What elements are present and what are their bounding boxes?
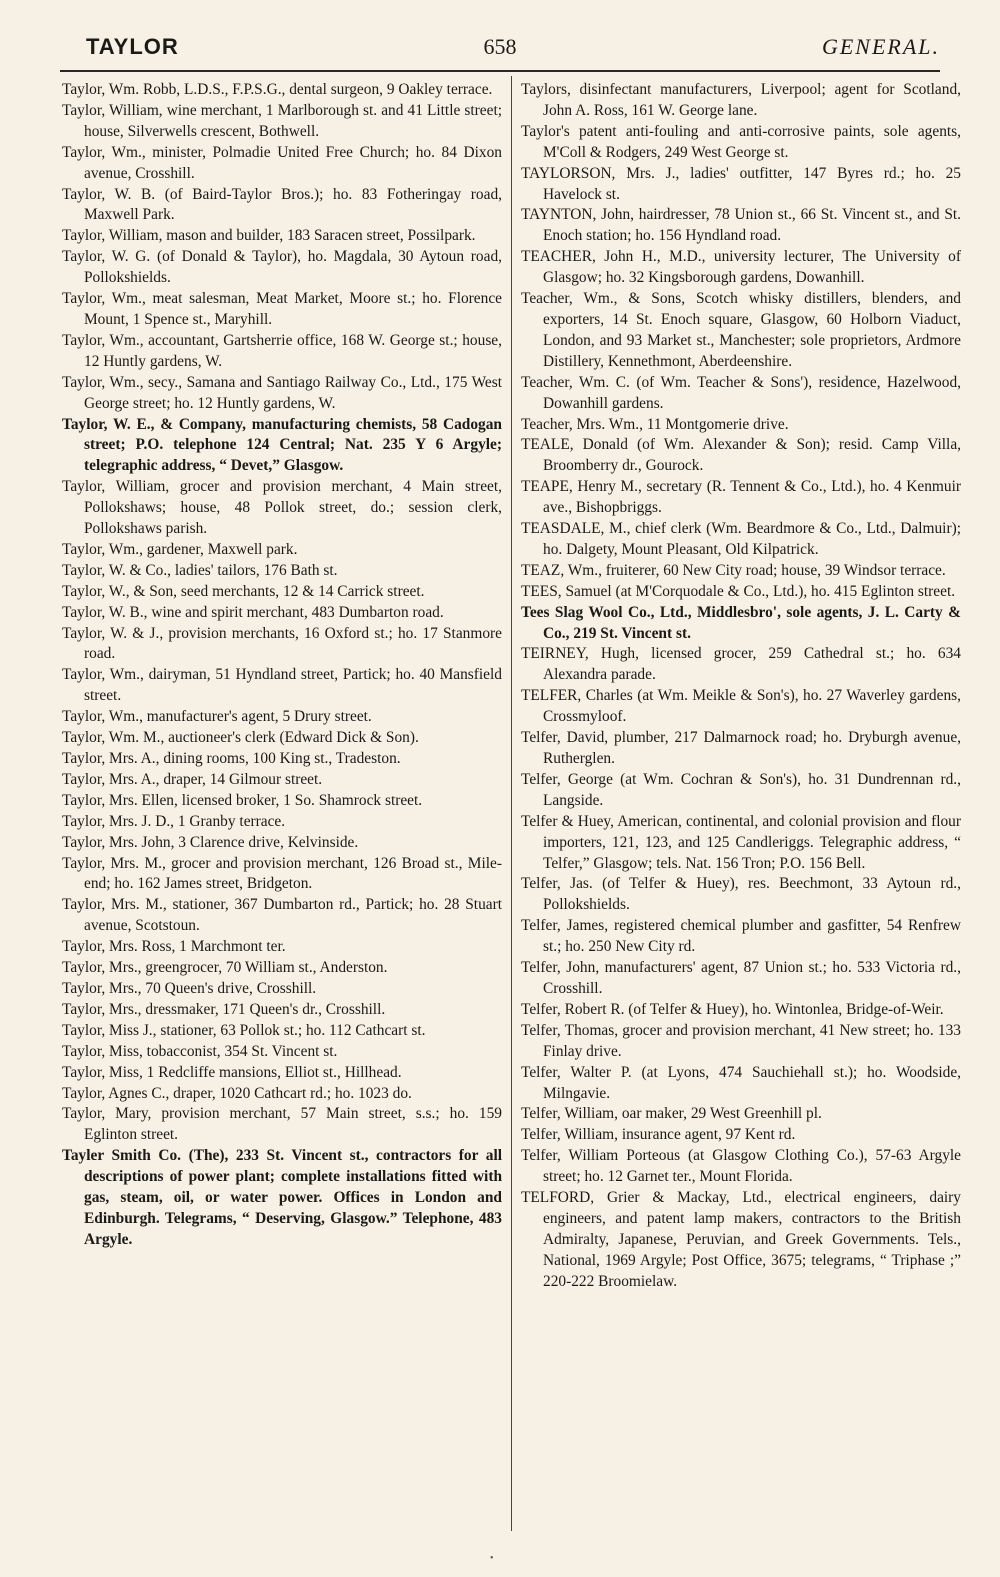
directory-entry: Taylor, Miss, 1 Redcliffe mansions, Elliot st., Hillhead. <box>62 1063 402 1081</box>
left-column <box>62 80 502 1251</box>
directory-entry: Teacher, Wm. C. (of Wm. Teacher & Sons'), residence, Hazelwood, Dowanhill gardens. <box>521 373 961 412</box>
directory-entry: Taylor, William, wine merchant, 1 Marlborough st. and 41 Little street; house, Silverwells crescent, Bothwell. <box>62 101 502 140</box>
directory-entry: Taylor, Wm., minister, Polmadie United Free Church; ho. 84 Dixon avenue, Crosshill. <box>62 143 502 182</box>
directory-entry: Taylor, W. B. (of Baird-Taylor Bros.); ho. 83 Fotheringay road, Maxwell Park. <box>62 185 502 224</box>
directory-entry: Teacher, Mrs. Wm., 11 Montgomerie drive. <box>521 415 789 433</box>
directory-entry: Taylor, Mrs., 70 Queen's drive, Crosshill. <box>62 979 317 997</box>
directory-entry: Taylor, Wm., meat salesman, Meat Market, Moore st.; ho. Florence Mount, 1 Spence st., Maryhill. <box>62 290 502 328</box>
running-head-section: GENERAL. <box>821 34 940 59</box>
directory-entry: Taylor, W. E., & Company, manufacturing chemists, 58 Cadogan street; P.O. telephone 124 Central; Nat. 235 Y 6 Argyle; telegraphic address, “ Devet,” Glasgow. <box>62 415 502 475</box>
directory-entry: Taylor, Mrs. A., draper, 14 Gilmour street. <box>62 770 323 788</box>
directory-entry: Telfer, Jas. (of Telfer & Huey), res. Beechmont, 33 Aytoun rd., Pollokshields. <box>521 875 961 914</box>
directory-entry: TEAPE, Henry M., secretary (R. Tennent & Co., Ltd.), ho. 4 Kenmuir ave., Bishopbriggs. <box>521 478 961 517</box>
directory-entry: Taylor's patent anti-fouling and anti-corrosive paints, sole agents, M'Coll & Rodgers, 249 West George st. <box>521 122 961 161</box>
directory-entry: TEIRNEY, Hugh, licensed grocer, 259 Cathedral st.; ho. 634 Alexandra parade. <box>521 645 961 684</box>
directory-entry: Taylor, Mrs. J. D., 1 Granby terrace. <box>62 812 286 830</box>
directory-entry: Taylor, W. & Co., ladies' tailors, 176 Bath st. <box>62 561 338 579</box>
directory-entry: Taylor, Wm., dairyman, 51 Hyndland street, Partick; ho. 40 Mansfield street. <box>62 666 502 705</box>
directory-entry: Taylor, Mrs., greengrocer, 70 William st., Anderston. <box>62 959 388 977</box>
directory-entry: TEASDALE, M., chief clerk (Wm. Beardmore & Co., Ltd., Dalmuir); ho. Dalgety, Mount Pleasant, Old Kilpatrick. <box>521 520 961 558</box>
directory-entry: Telfer, James, registered chemical plumber and gasfitter, 54 Renfrew st.; ho. 250 New City rd. <box>521 917 961 956</box>
directory-entry: Tees Slag Wool Co., Ltd., Middlesbro', sole agents, J. L. Carty & Co., 219 St. Vincent st. <box>521 603 961 642</box>
directory-entry: Telfer, Walter P. (at Lyons, 474 Sauchiehall st.); ho. Woodside, Milngavie. <box>521 1063 961 1102</box>
directory-entry: TELFER, Charles (at Wm. Meikle & Son's), ho. 27 Waverley gardens, Crossmyloof. <box>521 687 961 726</box>
directory-entry: Telfer, Thomas, grocer and provision merchant, 41 New street; ho. 133 Finlay drive. <box>521 1021 961 1060</box>
directory-entry: Taylor, W. & J., provision merchants, 16 Oxford st.; ho. 17 Stanmore road. <box>62 624 502 663</box>
directory-entry: Telfer, John, manufacturers' agent, 87 Union st.; ho. 533 Victoria rd., Crosshill. <box>521 959 961 997</box>
directory-entry: Taylor, Wm., secy., Samana and Santiago Railway Co., Ltd., 175 West George street; ho. 12 Huntly gardens, W. <box>62 373 502 412</box>
directory-entry: TEES, Samuel (at M'Corquodale & Co., Ltd.), ho. 415 Eglinton street. <box>521 582 956 600</box>
directory-entry: Taylor, Mrs. A., dining rooms, 100 King st., Tradeston. <box>62 750 401 767</box>
directory-entry: Telfer, William Porteous (at Glasgow Clothing Co.), 57-63 Argyle street; ho. 12 Garnet ter., Mount Florida. <box>521 1147 961 1186</box>
directory-entry: TEAZ, Wm., fruiterer, 60 New City road; house, 39 Windsor terrace. <box>521 561 946 579</box>
directory-entry: Taylor, William, mason and builder, 183 Saracen street, Possilpark. <box>62 227 476 245</box>
directory-entry: Telfer, William, insurance agent, 97 Kent rd. <box>521 1126 796 1144</box>
directory-entry: Taylor, W., & Son, seed merchants, 12 & 14 Carrick street. <box>62 582 425 600</box>
directory-entry: Taylor, Miss J., stationer, 63 Pollok st.; ho. 112 Cathcart st. <box>62 1021 426 1039</box>
directory-entry: TAYLORSON, Mrs. J., ladies' outfitter, 147 Byres rd.; ho. 25 Havelock st. <box>521 164 961 203</box>
directory-entry: Taylor, Miss, tobacconist, 354 St. Vincent st. <box>62 1042 338 1060</box>
page-header <box>60 30 940 72</box>
directory-entry: Taylor, Mrs. Ellen, licensed broker, 1 So. Shamrock street. <box>62 791 423 809</box>
directory-entry: TAYNTON, John, hairdresser, 78 Union st., 66 St. Vincent st., and St. Enoch station; ho. 156 Hyndland road. <box>521 206 961 245</box>
directory-entry: Taylor, Wm. M., auctioneer's clerk (Edward Dick & Son). <box>62 729 419 747</box>
page-number: 658 <box>483 34 517 59</box>
directory-entry: Teacher, Wm., & Sons, Scotch whisky distillers, blenders, and exporters, 14 St. Enoch square, Glasgow, 60 Holborn Viaduct, London, and 93 Market st., Manchester; sole proprietors, Ardmore Distillery, Kennethmont, Aberdeenshire. <box>521 290 961 370</box>
directory-entry: Taylors, disinfectant manufacturers, Liverpool; agent for Scotland, John A. Ross, 161 W. George lane. <box>521 81 961 119</box>
directory-entry: Taylor, Wm., manufacturer's agent, 5 Drury street. <box>62 708 372 726</box>
right-column <box>521 80 961 1293</box>
directory-entry: Taylor, William, grocer and provision merchant, 4 Main street, Pollokshaws; house, 48 Pollok street, do.; session clerk, Pollokshaws parish. <box>62 478 502 538</box>
page-mark: • <box>490 1553 494 1564</box>
directory-entry: Taylor, Mrs. M., stationer, 367 Dumbarton rd., Partick; ho. 28 Stuart avenue, Scotstoun. <box>62 896 502 935</box>
directory-entry: Taylor, Mrs. John, 3 Clarence drive, Kelvinside. <box>62 833 359 851</box>
directory-entry: Telfer, William, oar maker, 29 West Greenhill pl. <box>521 1105 822 1123</box>
running-head-surname: TAYLOR <box>86 34 179 59</box>
directory-entry: Taylor, Mrs., dressmaker, 171 Queen's dr., Crosshill. <box>62 1000 386 1018</box>
directory-entry: Telfer, Robert R. (of Telfer & Huey), ho. Wintonlea, Bridge-of-Weir. <box>521 1000 944 1018</box>
column-divider <box>511 76 512 1531</box>
directory-entry: Telfer, George (at Wm. Cochran & Son's), ho. 31 Dundrennan rd., Langside. <box>521 770 961 809</box>
directory-entry: Taylor, Mrs. Ross, 1 Marchmont ter. <box>62 938 286 956</box>
directory-entry: Taylor, Wm., gardener, Maxwell park. <box>62 540 298 558</box>
directory-entry: TELFORD, Grier & Mackay, Ltd., electrical engineers, dairy engineers, and patent lamp makers, contractors to the British Admiralty, Japanese, Peruvian, and Greek Governments. Tels., National, 1969 Argyle; Post Office, 3675; telegrams, “ Triphase ;” 220-222 Broomielaw. <box>521 1189 961 1290</box>
directory-entry: Telfer & Huey, American, continental, and colonial provision and flour importers, 121, 123, and 125 Candleriggs. Telegraphic address, “ Telfer,” Glasgow; tels. Nat. 156 Tron; P.O. 156 Bell. <box>521 812 961 872</box>
directory-entry: TEALE, Donald (of Wm. Alexander & Son); resid. Camp Villa, Broomberry dr., Gourock. <box>521 436 961 475</box>
directory-entry: Tayler Smith Co. (The), 233 St. Vincent st., contractors for all descriptions of power plant; complete installations fitted with gas, steam, oil, or water power. Offices in London and Edinburgh. Telegrams, “ Deserving, Glasgow.” Telephone, 483 Argyle. <box>62 1147 502 1248</box>
directory-entry: Taylor, Wm., accountant, Gartsherrie office, 168 W. George st.; house, 12 Huntly gardens, W. <box>62 331 502 370</box>
directory-entry: Telfer, David, plumber, 217 Dalmarnock road; ho. Dryburgh avenue, Rutherglen. <box>521 729 961 767</box>
directory-entry: Taylor, Mrs. M., grocer and provision merchant, 126 Broad st., Mile-end; ho. 162 James street, Bridgeton. <box>62 854 502 893</box>
directory-entry: Taylor, W. G. (of Donald & Taylor), ho. Magdala, 30 Aytoun road, Pollokshields. <box>62 248 502 287</box>
directory-entry: Taylor, W. B., wine and spirit merchant, 483 Dumbarton road. <box>62 603 444 621</box>
directory-entry: Taylor, Agnes C., draper, 1020 Cathcart rd.; ho. 1023 do. <box>62 1084 412 1102</box>
directory-entry: TEACHER, John H., M.D., university lecturer, The University of Glasgow; ho. 32 Kingsborough gardens, Dowanhill. <box>521 248 961 287</box>
directory-entry: Taylor, Wm. Robb, L.D.S., F.P.S.G., dental surgeon, 9 Oakley terrace. <box>62 81 493 98</box>
directory-entry: Taylor, Mary, provision merchant, 57 Main street, s.s.; ho. 159 Eglinton street. <box>62 1105 502 1144</box>
